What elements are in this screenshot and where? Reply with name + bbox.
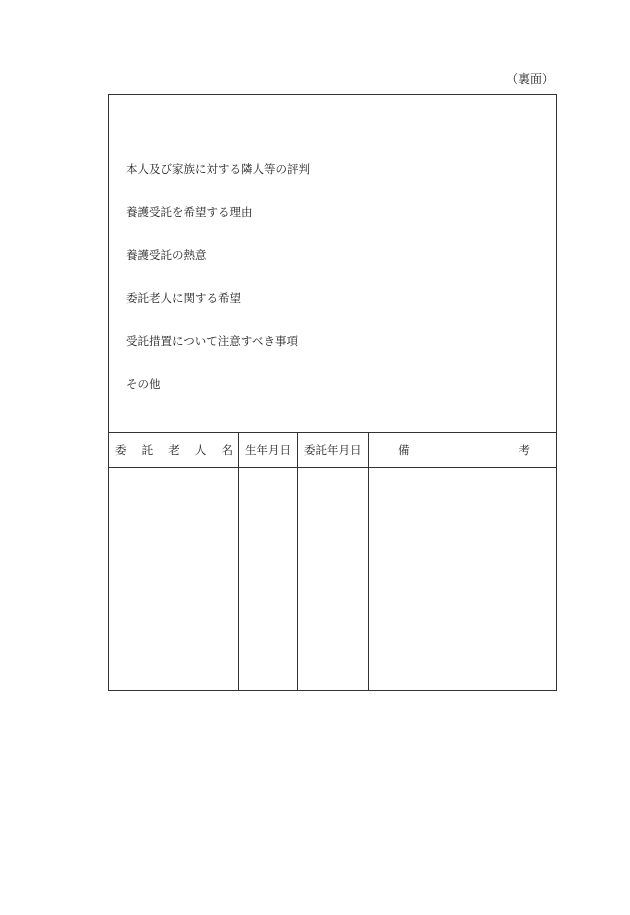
notes-section bbox=[109, 95, 556, 433]
column-divider bbox=[238, 433, 239, 690]
header-char: 老 bbox=[168, 443, 180, 457]
item-precautions: 受託措置について注意すべき事項 bbox=[126, 334, 299, 348]
item-elder-preference: 委託老人に関する希望 bbox=[126, 291, 241, 305]
header-elder-name bbox=[115, 433, 233, 467]
form-table bbox=[108, 94, 557, 691]
page-side-label: （裏面） bbox=[506, 72, 555, 86]
header-char: 名 bbox=[221, 443, 233, 457]
header-char: 考 bbox=[518, 443, 530, 457]
header-remarks bbox=[398, 433, 530, 467]
header-char: 人 bbox=[194, 443, 207, 457]
column-divider bbox=[368, 433, 369, 690]
header-divider bbox=[109, 467, 556, 468]
header-char: 委 bbox=[115, 443, 127, 457]
item-enthusiasm: 養護受託の熱意 bbox=[126, 248, 207, 262]
header-birth-date: 生年月日 bbox=[245, 443, 291, 457]
item-reason-for-request: 養護受託を希望する理由 bbox=[126, 205, 253, 219]
column-divider bbox=[297, 433, 298, 690]
item-neighbor-reputation: 本人及び家族に対する隣人等の評判 bbox=[126, 162, 310, 176]
header-commission-date: 委託年月日 bbox=[304, 443, 362, 457]
header-char: 備 bbox=[398, 443, 410, 457]
item-other: その他 bbox=[126, 377, 161, 391]
header-char: 託 bbox=[141, 443, 154, 457]
